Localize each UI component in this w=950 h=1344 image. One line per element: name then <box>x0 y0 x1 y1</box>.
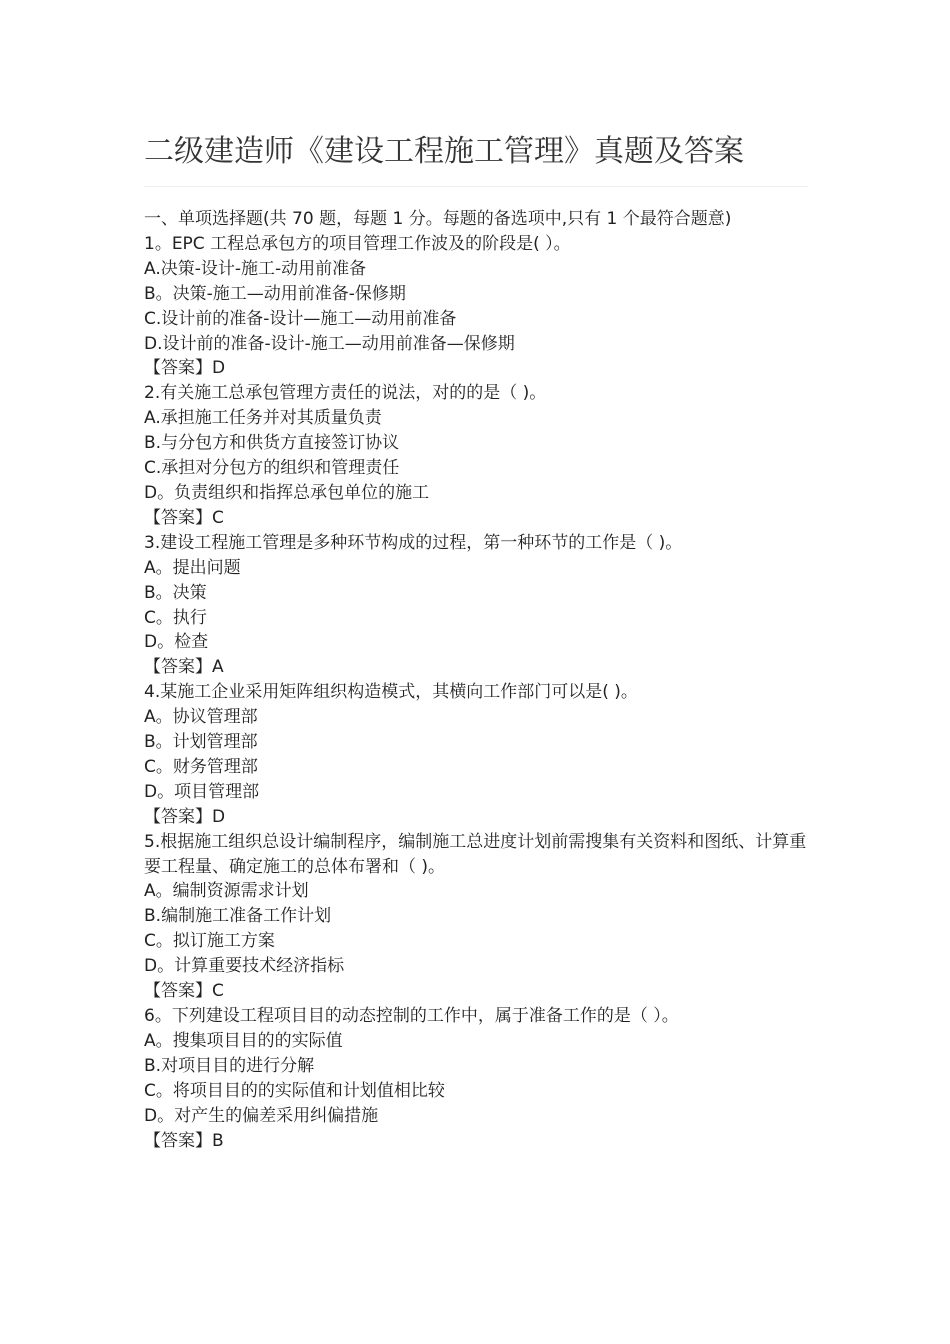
answer: 【答案】A <box>144 657 224 678</box>
option-d: D。检查 <box>144 632 209 653</box>
option-d: D。计算重要技术经济指标 <box>144 956 345 977</box>
question-stem: 4.某施工企业采用矩阵组织构造模式，其横向工作部门可以是( )。 <box>144 682 638 703</box>
option-d: D。项目管理部 <box>144 781 260 802</box>
option-c: C。拟订施工方案 <box>144 931 275 952</box>
question-stem: 5.根据施工组织总设计编制程序，编制施工总进度计划前需搜集有关资料和图纸、计算重要工程量、确定施工的总体布署和（ )。 <box>144 831 807 877</box>
option-a: A。编制资源需求计划 <box>144 881 309 902</box>
question-stem: 2.有关施工总承包管理方责任的说法，对的的是（ )。 <box>144 383 547 404</box>
option-b: B。决策-施工—动用前准备-保修期 <box>144 283 406 304</box>
option-b: B.编制施工准备工作计划 <box>144 906 332 927</box>
option-b: B。计划管理部 <box>144 732 258 753</box>
question-stem: 1。EPC 工程总承包方的项目管理工作波及的阶段是( ）。 <box>144 233 571 254</box>
option-a: A。协议管理部 <box>144 707 258 728</box>
answer: 【答案】B <box>144 1130 224 1151</box>
question-stem: 6。下列建设工程项目目的动态控制的工作中，属于准备工作的是（ ）。 <box>144 1006 679 1026</box>
answer: 【答案】D <box>144 806 226 827</box>
option-c: C。财务管理部 <box>144 756 258 777</box>
page-title: 二级建造师《建设工程施工管理》真题及答案 <box>144 134 744 169</box>
answer: 【答案】D <box>144 358 226 379</box>
option-a: A.决策-设计-施工-动用前准备 <box>144 258 367 279</box>
question-6 <box>144 1004 808 1153</box>
option-d: D。对产生的偏差采用纠偏措施 <box>144 1105 379 1126</box>
option-a: A。提出问题 <box>144 557 241 578</box>
option-c: C。执行 <box>144 607 207 628</box>
question-3 <box>144 531 808 680</box>
option-d: D.设计前的准备-设计-施工—动用前准备—保修期 <box>144 333 515 354</box>
question-1 <box>144 232 808 381</box>
option-c: C.承担对分包方的组织和管理责任 <box>144 458 400 479</box>
question-5 <box>144 830 808 1004</box>
option-b: B。决策 <box>144 582 207 603</box>
question-2 <box>144 381 808 530</box>
answer: 【答案】C <box>144 981 224 1002</box>
title-divider <box>144 186 808 187</box>
document-body <box>144 207 808 1153</box>
option-c: C.设计前的准备-设计—施工—动用前准备 <box>144 308 457 329</box>
option-a: A.承担施工任务并对其质量负责 <box>144 408 382 429</box>
option-c: C。将项目目的的实际值和计划值相比较 <box>144 1080 445 1101</box>
section-heading: 一、单项选择题(共 70 题，每题 1 分。每题的备选项中,只有 1 个最符合题意) <box>144 209 732 229</box>
option-d: D。负责组织和指挥总承包单位的施工 <box>144 482 430 503</box>
option-a: A。搜集项目目的的实际值 <box>144 1030 343 1051</box>
question-4 <box>144 680 808 829</box>
option-b: B.对项目目的进行分解 <box>144 1055 315 1076</box>
option-b: B.与分包方和供货方直接签订协议 <box>144 433 400 454</box>
question-stem: 3.建设工程施工管理是多种环节构成的过程，第一种环节的工作是（ )。 <box>144 532 683 553</box>
answer: 【答案】C <box>144 507 224 528</box>
